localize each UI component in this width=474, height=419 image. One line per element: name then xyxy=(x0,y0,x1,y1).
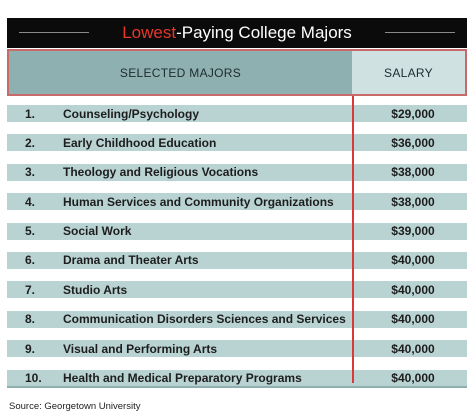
row-rank: 3. xyxy=(25,165,36,180)
row-salary: $39,000 xyxy=(391,224,435,239)
table-header xyxy=(7,49,467,96)
row-rank: 8. xyxy=(25,312,36,327)
row-rank: 9. xyxy=(25,341,36,356)
table-body xyxy=(7,101,467,395)
row-major: Health and Medical Preparatory Programs xyxy=(63,371,302,386)
row-rank: 10. xyxy=(25,371,42,386)
row-salary: $38,000 xyxy=(391,194,435,209)
row-salary: $40,000 xyxy=(391,371,435,386)
row-major: Communication Disorders Sciences and Services xyxy=(63,312,346,327)
row-major: Early Childhood Education xyxy=(63,135,217,150)
row-salary: $40,000 xyxy=(391,312,435,327)
source-note: Source: Georgetown University xyxy=(9,401,141,412)
title-bar xyxy=(7,18,467,48)
row-salary: $38,000 xyxy=(391,165,435,180)
row-rank: 7. xyxy=(25,282,36,297)
row-major: Drama and Theater Arts xyxy=(63,253,199,268)
header-salary: SALARY xyxy=(384,65,433,80)
table-bottom-rule xyxy=(7,386,467,388)
header-majors: SELECTED MAJORS xyxy=(9,51,352,94)
table-row xyxy=(7,307,467,336)
row-major: Counseling/Psychology xyxy=(63,106,200,121)
row-rank: 6. xyxy=(25,253,36,268)
row-salary: $40,000 xyxy=(391,341,435,356)
title-rule-left xyxy=(19,32,89,33)
table-row xyxy=(7,189,467,218)
row-major: Theology and Religious Vocations xyxy=(63,165,259,180)
row-salary: $29,000 xyxy=(391,106,435,121)
title-highlight: Lowest xyxy=(122,23,177,42)
row-rank: 1. xyxy=(25,106,36,121)
row-major: Social Work xyxy=(63,224,132,239)
row-salary: $40,000 xyxy=(391,253,435,268)
row-major: Studio Arts xyxy=(63,282,128,297)
row-rank: 2. xyxy=(25,135,36,150)
table-row xyxy=(7,336,467,365)
table-row xyxy=(7,219,467,248)
table-row xyxy=(7,248,467,277)
table-row xyxy=(7,277,467,306)
row-salary: $40,000 xyxy=(391,282,435,297)
row-rank: 4. xyxy=(25,194,36,209)
title-rule-right xyxy=(385,32,455,33)
row-salary: $36,000 xyxy=(391,135,435,150)
table-row xyxy=(7,101,467,130)
row-major: Visual and Performing Arts xyxy=(63,341,218,356)
row-rank: 5. xyxy=(25,224,36,239)
table-row xyxy=(7,366,467,395)
title-rest: -Paying College Majors xyxy=(176,23,352,42)
chart-title xyxy=(122,23,352,43)
row-major: Human Services and Community Organizations xyxy=(63,194,334,209)
table-row xyxy=(7,130,467,159)
table-row xyxy=(7,160,467,189)
column-divider xyxy=(352,96,354,383)
